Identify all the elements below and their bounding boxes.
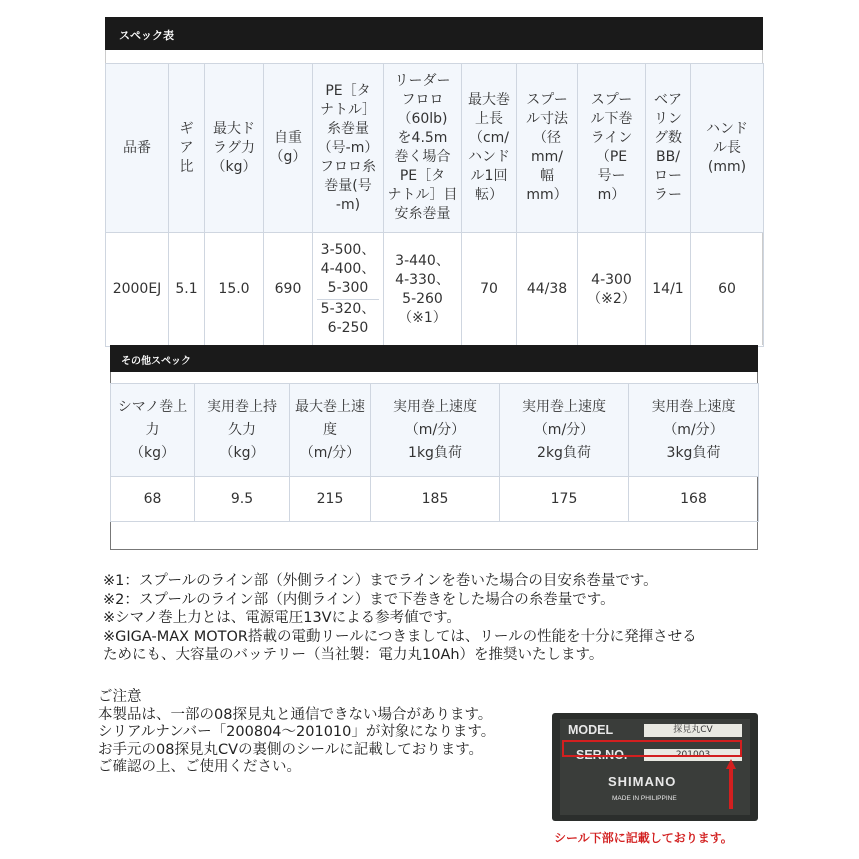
pe-capacity: 3-500、 4-400、 5-300 — [317, 241, 379, 300]
other-spec-value-cell: 9.5 — [195, 477, 290, 522]
spec-header-cell: 最大巻 上長 （cm/ ハンド ル1回 転） — [462, 64, 517, 233]
ser-label: SER.NO. — [576, 748, 628, 762]
up-arrow-icon — [726, 759, 736, 769]
photo-caption: シール下部に記載しております。 — [554, 831, 733, 845]
other-spec-value-cell: 175 — [500, 477, 629, 522]
highlight-frame — [562, 740, 742, 757]
caution-line: シリアルナンバー「200804～201010」が対象になります。 — [98, 724, 496, 740]
caution-heading: ご注意 — [98, 689, 142, 705]
other-spec-value-cell: 68 — [111, 477, 195, 522]
spec-table — [105, 63, 764, 347]
cell-weight: 690 — [264, 233, 313, 347]
caution-line: 本製品は、一部の08探見丸と通信できない場合があります。 — [98, 706, 493, 723]
brand-logo: SHIMANO — [608, 774, 677, 789]
caution-line: お手元の08探見丸CVの裏側のシールに記載しております。 — [98, 741, 484, 758]
footnote-line: ※シマノ巻上力とは、電源電圧13Vによる参考値です。 — [103, 610, 461, 626]
spec-header-cell: リーダー フロロ （60lb) を4.5m 巻く場合 PE［タ ナトル］目 安糸巻量 — [384, 64, 462, 233]
fluoro-capacity: 5-320、 6-250 — [320, 301, 376, 336]
caution-line: ご確認の上、ご使用ください。 — [98, 759, 301, 775]
other-spec-value-cell: 215 — [290, 477, 371, 522]
other-spec-header-row — [111, 384, 759, 477]
cell-drag: 15.0 — [205, 233, 264, 347]
other-spec-header-cell: シマノ巻上 力 （kg） — [111, 384, 195, 477]
cell-handle: 60 — [691, 233, 764, 347]
cell-retrieve: 70 — [462, 233, 517, 347]
other-spec-header-cell: 最大巻上速 度 （m/分） — [290, 384, 371, 477]
other-spec-header-cell: 実用巻上持 久力 （kg） — [195, 384, 290, 477]
spec-header-cell: PE［タ ナトル］ 糸巻量 （号-m） フロロ糸 巻量(号 -m) — [313, 64, 384, 233]
footnote-line: ※GIGA-MAX MOTOR搭載の電動リールにつきましては、リールの性能を十分に発揮させる — [103, 628, 697, 645]
spec-data-row — [106, 233, 764, 347]
spec-header-cell: スプー ル寸法 （径 mm/ 幅 mm） — [517, 64, 578, 233]
spec-header-row — [106, 64, 764, 233]
cell-bearings: 14/1 — [646, 233, 691, 347]
serial-label-photo — [552, 713, 758, 821]
other-spec-section-header: その他スペック — [110, 345, 758, 372]
other-spec-table — [110, 383, 759, 522]
model-value: 探見丸CV — [644, 724, 742, 737]
footnotes — [103, 572, 783, 665]
other-spec-data-row — [111, 477, 759, 522]
spec-section-header: スペック表 — [105, 17, 763, 50]
cell-leader-capacity: 3-440、 4-330、 5-260 （※1） — [384, 233, 462, 347]
made-in-text: MADE IN PHILIPPINE — [612, 795, 677, 802]
other-spec-header-cell: 実用巻上速度 （m/分） 1kg負荷 — [371, 384, 500, 477]
cell-spool: 44/38 — [517, 233, 578, 347]
spec-header-cell: ハンド ル長 (mm) — [691, 64, 764, 233]
footnote-line: ※2：スプールのライン部（内側ライン）まで下巻きをした場合の糸巻量です。 — [103, 591, 615, 608]
spec-header-cell: 自重 （g） — [264, 64, 313, 233]
cell-underline: 4-300 （※2） — [578, 233, 646, 347]
footnote-line: ※1：スプールのライン部（外側ライン）までラインを巻いた場合の目安糸巻量です。 — [103, 573, 658, 589]
footnote-line: ためにも、大容量のバッテリー（当社製：電力丸10Ah）を推奨いたします。 — [103, 647, 604, 663]
caution-block — [98, 689, 558, 777]
spec-header-cell: 品番 — [106, 64, 169, 233]
model-label: MODEL — [568, 723, 614, 737]
cell-model: 2000EJ — [106, 233, 169, 347]
other-spec-value-cell: 185 — [371, 477, 500, 522]
cell-line-capacity — [313, 233, 384, 347]
caution-lines — [98, 707, 558, 777]
spec-header-cell: ベア リン グ数 BB/ ロー ラー — [646, 64, 691, 233]
spec-header-cell: 最大ド ラグ力 （kg） — [205, 64, 264, 233]
label-plate — [560, 719, 750, 815]
spec-header-cell: スプー ル下巻 ライン （PE 号ー m） — [578, 64, 646, 233]
other-spec-value-cell: 168 — [629, 477, 759, 522]
arrow-stem — [729, 769, 733, 809]
spec-header-cell: ギ ア 比 — [169, 64, 205, 233]
ser-value: 201003 — [644, 749, 742, 761]
other-spec-header-cell: 実用巻上速度 （m/分） 3kg負荷 — [629, 384, 759, 477]
cell-gear: 5.1 — [169, 233, 205, 347]
other-spec-header-cell: 実用巻上速度 （m/分） 2kg負荷 — [500, 384, 629, 477]
